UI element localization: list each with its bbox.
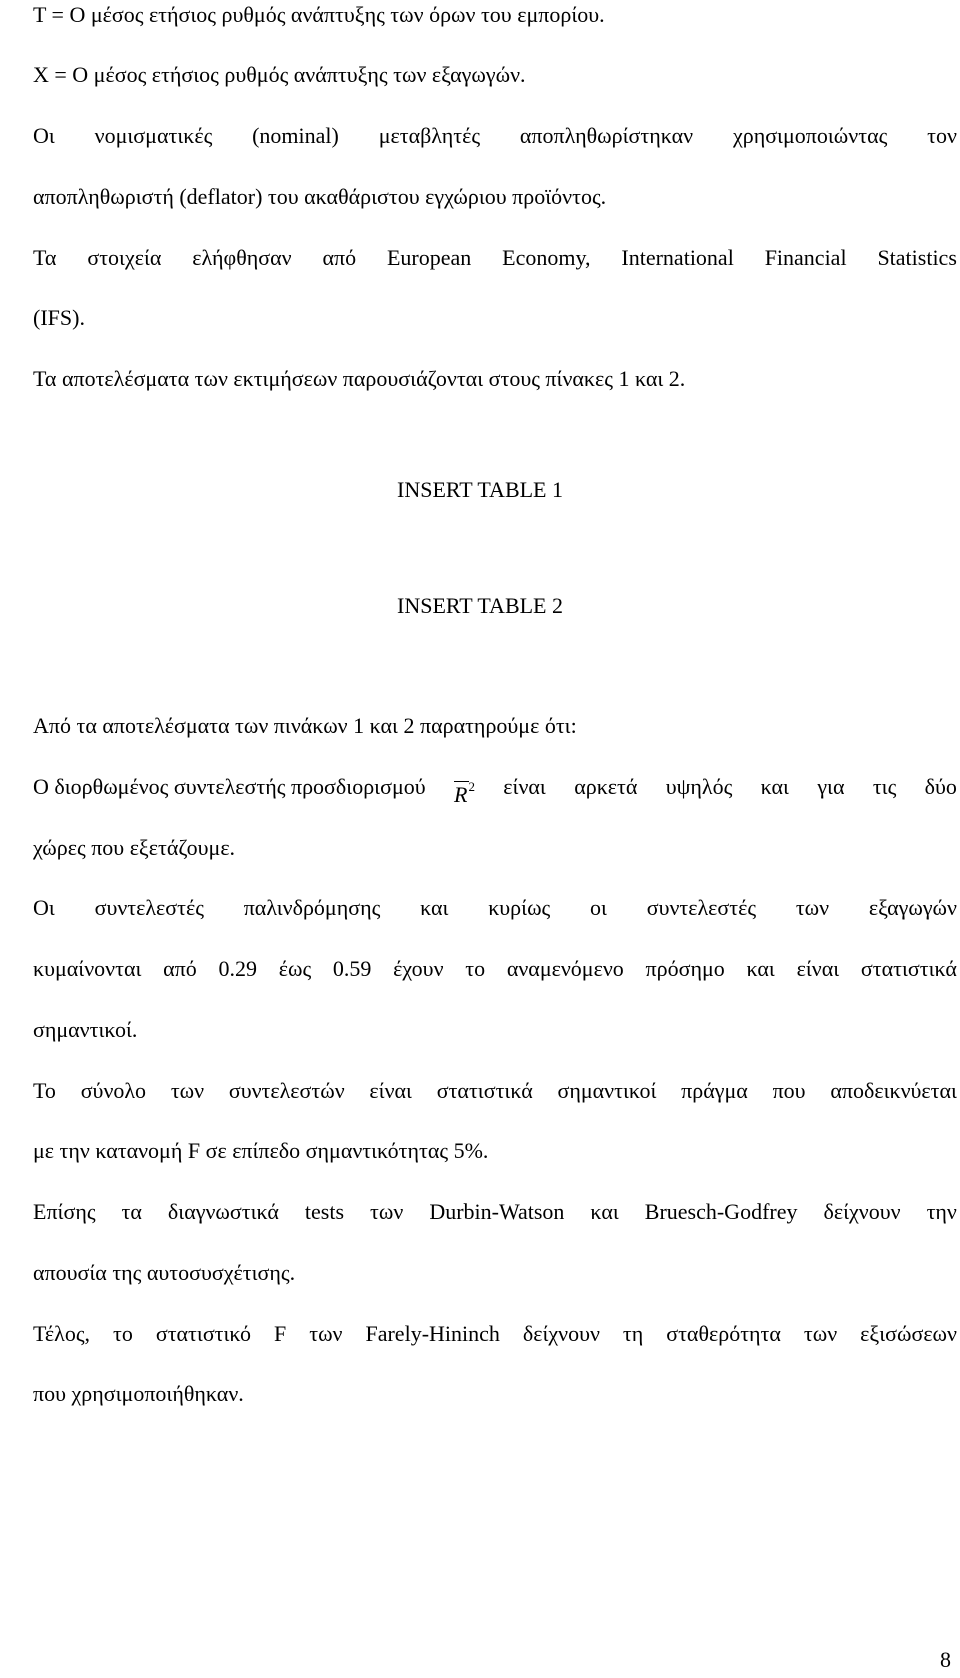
word: Οι (33, 895, 55, 920)
word: έως (278, 956, 312, 981)
coef-paragraph-line2 (33, 954, 957, 984)
f-paragraph-line2: με την κατανομή F σε επίπεδο σημαντικότητας 5%. (33, 1138, 489, 1163)
word: και (420, 895, 449, 920)
word: το (465, 956, 486, 981)
word: συντελεστές (94, 895, 204, 920)
word: European (386, 245, 472, 270)
word: σύνολο (80, 1078, 147, 1103)
stability-paragraph-line1 (33, 1319, 957, 1349)
word: Οι (33, 123, 55, 148)
word: σημαντικοί (557, 1078, 657, 1103)
r2-paragraph-line1 (33, 772, 957, 810)
word: μεταβλητές (378, 123, 481, 148)
word: 0.29 (218, 956, 258, 981)
stability-paragraph-line2: που χρησιμοποιήθηκαν. (33, 1381, 244, 1406)
dw-paragraph-line2: απουσία της αυτοσυσχέτισης. (33, 1260, 296, 1285)
nominal-paragraph-line2: αποπληθωριστή (deflator) του ακαθάριστου εγχώριου προϊόντος. (33, 184, 607, 209)
word: υψηλός (665, 774, 733, 799)
word: των (170, 1078, 205, 1103)
r2-before-text: Ο διορθωμένος συντελεστής προσδιορισμού (33, 774, 426, 799)
table2-placeholder: INSERT TABLE 2 (397, 593, 563, 618)
word: από (163, 956, 197, 981)
word: για (817, 774, 845, 799)
word: 0.59 (332, 956, 372, 981)
word: σταθερότητα (666, 1321, 781, 1346)
table1-placeholder: INSERT TABLE 1 (397, 477, 563, 502)
definition-x: X = Ο μέσος ετήσιος ρυθμός ανάπτυξης των εξαγωγών. (33, 62, 526, 87)
word: αναμενόμενο (506, 956, 624, 981)
nominal-paragraph-line1 (33, 121, 957, 151)
word: στατιστικό (155, 1321, 252, 1346)
word: tests (304, 1199, 345, 1224)
word: Το (33, 1078, 56, 1103)
word: είναι (503, 774, 546, 799)
word: τη (622, 1321, 644, 1346)
word: αποπληθωρίστηκαν (519, 123, 694, 148)
definition-t: T = Ο μέσος ετήσιος ρυθμός ανάπτυξης των όρων του εμπορίου. (33, 2, 605, 27)
word: έχουν (393, 956, 444, 981)
word: Επίσης (33, 1199, 96, 1224)
word: πρόσημο (645, 956, 725, 981)
word: νομισματικές (94, 123, 213, 148)
sources-paragraph-line2: (IFS). (33, 305, 85, 330)
word: (nominal) (252, 123, 339, 148)
word: και (746, 956, 775, 981)
word: που (772, 1078, 806, 1103)
observe-intro: Από τα αποτελέσματα των πινάκων 1 και 2 παρατηρούμε ότι: (33, 713, 577, 738)
word: χρησιμοποιώντας (732, 123, 888, 148)
dw-paragraph-line1 (33, 1197, 957, 1227)
word: είναι (369, 1078, 412, 1103)
word: εξαγωγών (868, 895, 957, 920)
word: συντελεστές (646, 895, 757, 920)
word: και (760, 774, 789, 799)
word: κυρίως (488, 895, 551, 920)
word: είναι (796, 956, 840, 981)
word: των (795, 895, 830, 920)
word: τον (927, 123, 957, 148)
page-number: 8 (940, 1647, 951, 1672)
word: Economy, (502, 245, 591, 270)
word: στατιστικά (436, 1078, 533, 1103)
word: International (621, 245, 734, 270)
word: F (274, 1321, 287, 1346)
word: Farely-Hininch (365, 1321, 500, 1346)
word: δύο (924, 774, 957, 799)
word: παλινδρόμησης (243, 895, 381, 920)
word: διαγνωστικά (167, 1199, 279, 1224)
word: αποδεικνύεται (830, 1078, 957, 1103)
coef-paragraph-line3: σημαντικοί. (33, 1017, 138, 1042)
word: πράγμα (681, 1078, 748, 1103)
results-intro: Τα αποτελέσματα των εκτιμήσεων παρουσιάζονται στους πίνακες 1 και 2. (33, 366, 686, 391)
word: το (113, 1321, 133, 1346)
word: τις (872, 774, 897, 799)
word: στατιστικά (860, 956, 957, 981)
f-paragraph-line1 (33, 1076, 957, 1106)
word: αρκετά (574, 774, 638, 799)
word: την (926, 1199, 957, 1224)
word: Statistics (877, 245, 957, 270)
word: οι (590, 895, 607, 920)
r2-symbol: $R^2$ (454, 772, 475, 810)
word: και (590, 1199, 619, 1224)
word: κυμαίνονται (33, 956, 142, 981)
coef-paragraph-line1 (33, 893, 957, 923)
word: Bruesch-Godfrey (644, 1199, 798, 1224)
word: Financial (764, 245, 847, 270)
word: των (370, 1199, 404, 1224)
word: Τέλος, (33, 1321, 91, 1346)
word: συντελεστών (228, 1078, 345, 1103)
word: από (322, 245, 357, 270)
word: δείχνουν (522, 1321, 600, 1346)
word: δείχνουν (823, 1199, 901, 1224)
word: στοιχεία (87, 245, 162, 270)
word: τα (121, 1199, 142, 1224)
word: εξισώσεων (860, 1321, 957, 1346)
word: ελήφθησαν (192, 245, 292, 270)
word: των (803, 1321, 838, 1346)
word: Τα (33, 245, 57, 270)
word: των (309, 1321, 343, 1346)
sources-paragraph-line1 (33, 243, 957, 273)
r2-paragraph-line2: χώρες που εξετάζουμε. (33, 835, 236, 860)
word: Durbin-Watson (429, 1199, 565, 1224)
